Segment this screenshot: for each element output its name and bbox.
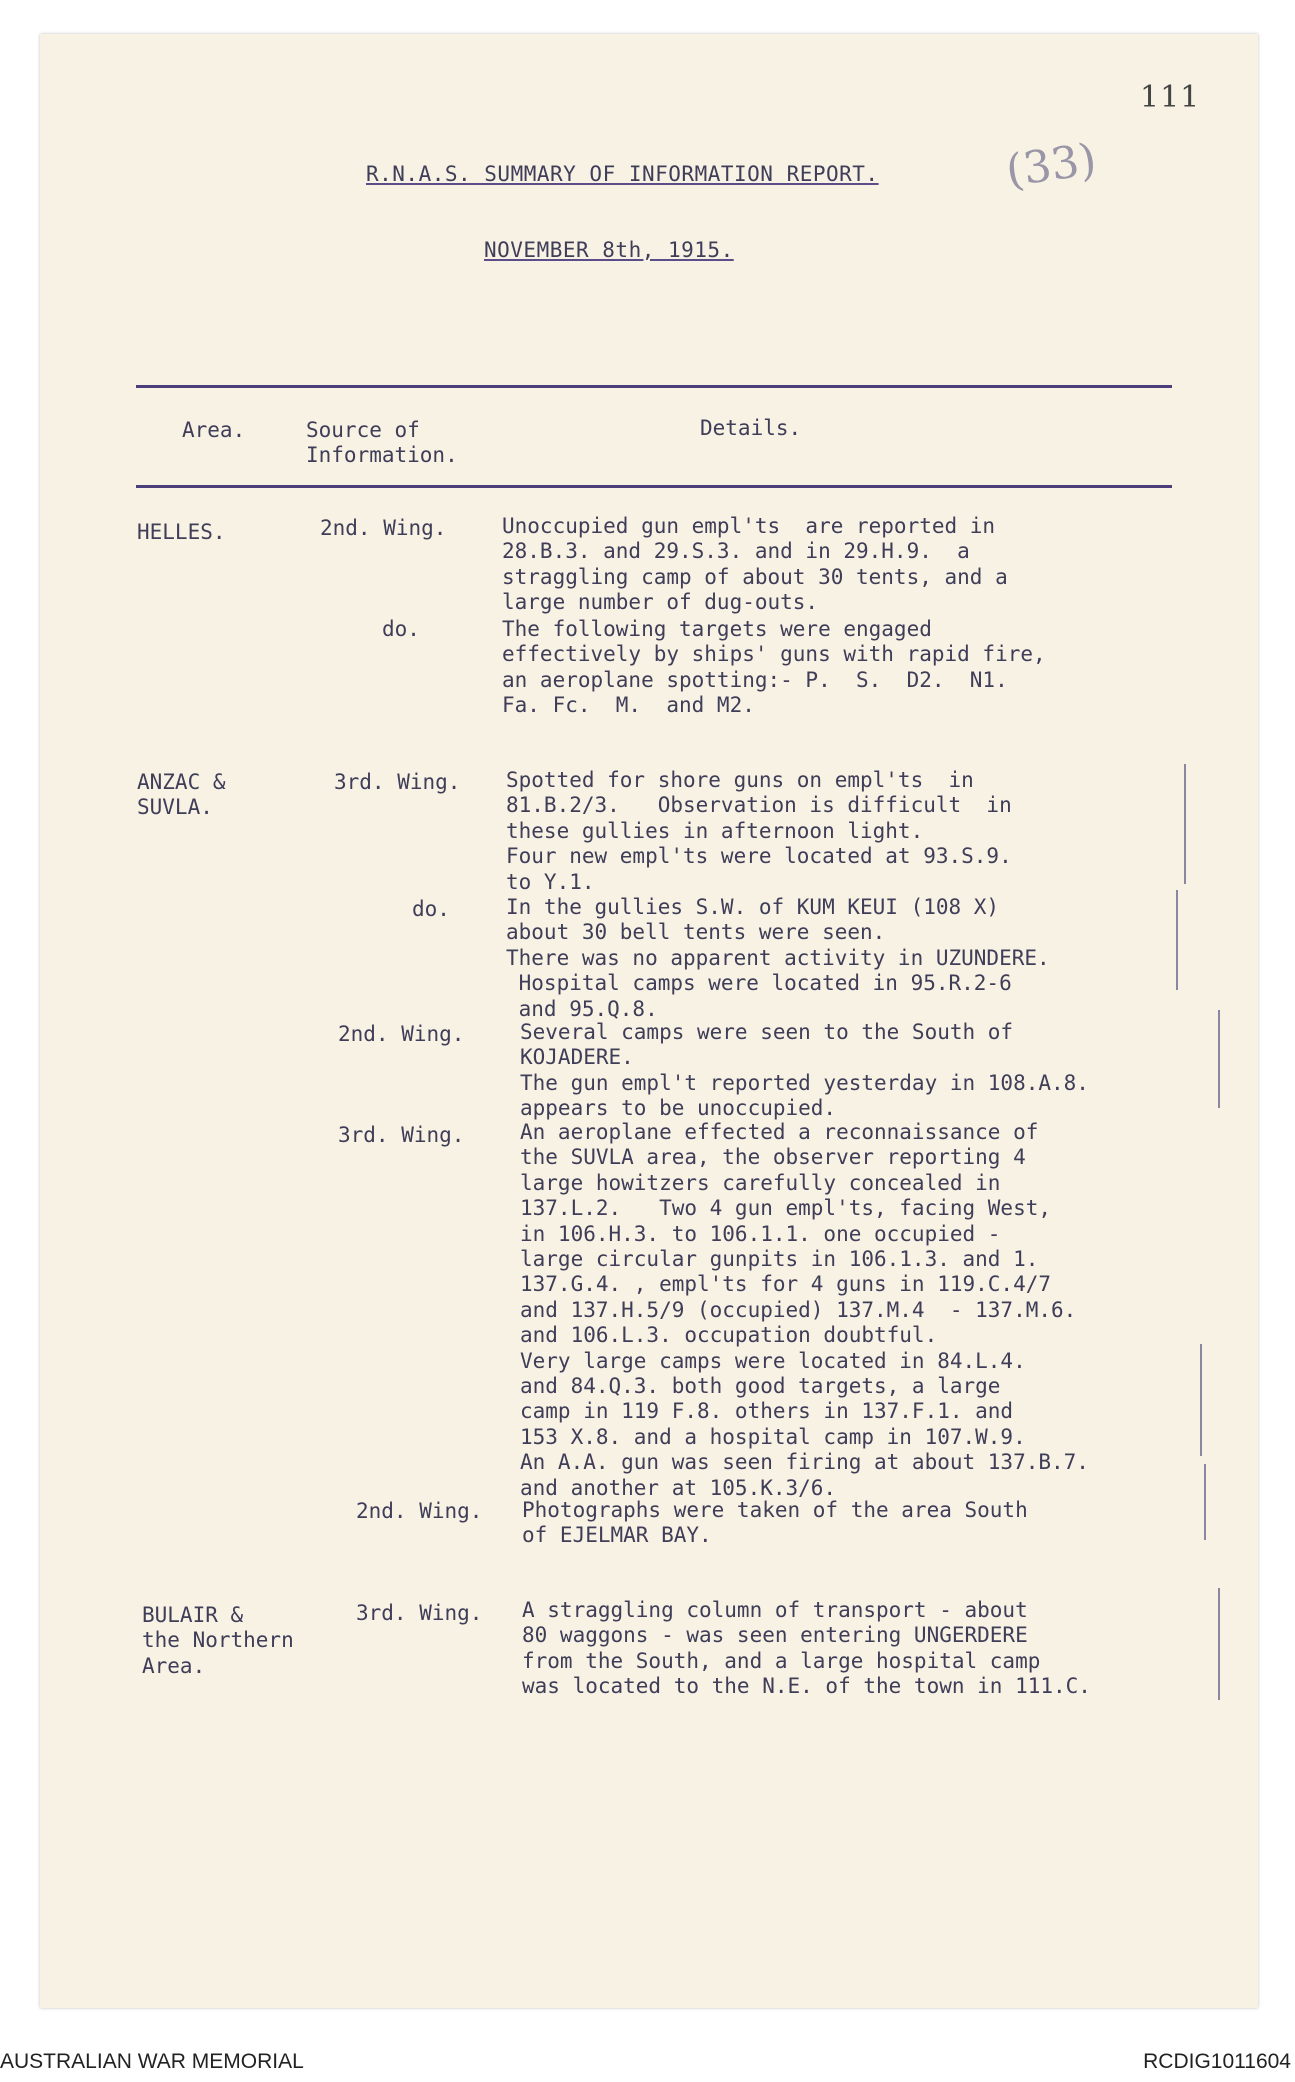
source-label: 2nd. Wing. (338, 1022, 465, 1046)
details-text: An aeroplane effected a reconnaissance of the SUVLA area, the observer reporting 4 large howitzers carefully concealed in 137.L.2. Two 4 gun empl'ts, facing West, in 106.H.3. to 106.1.1. one occupied - large circular gunpits in 106.1.3. and 1. 137.G.4. , empl'ts for 4 guns in 119.C.4/7 and 137.H.5/9 (occupied) 137.M.4 - 137.M.6. and 106.L.3. occupation doubtful. Very large camps were located in 84.L.4. and 84.Q.3. both good targets, a large camp in 119 F.8. others in 137.F.1. and 153 X.8. and a hospital camp in 107.W.9. An A.A. gun was seen firing at about 137.B.7. and another at 105.K.3/6. (520, 1120, 1089, 1500)
margin-mark (1184, 764, 1186, 884)
pencil-annotation: (33) (1002, 133, 1100, 198)
margin-mark (1204, 1464, 1206, 1540)
source-label: 3rd. Wing. (334, 770, 461, 794)
margin-mark (1218, 1588, 1220, 1700)
source-label: 2nd. Wing. (356, 1499, 483, 1523)
header-top-rule (136, 385, 1172, 388)
source-label: do. (382, 617, 420, 641)
margin-mark (1176, 890, 1178, 990)
area-anzac-suvla: ANZAC & SUVLA. (137, 770, 226, 820)
details-text: Unoccupied gun empl'ts are reported in 28.B.3. and 29.S.3. and in 29.H.9. a straggling camp of about 30 tents, and a large number of dug-outs. (502, 514, 1008, 615)
source-label: 3rd. Wing. (338, 1123, 465, 1147)
source-label: 2nd. Wing. (320, 516, 447, 540)
source-label: 3rd. Wing. (356, 1601, 483, 1625)
details-text: In the gullies S.W. of KUM KEUI (108 X) about 30 bell tents were seen. There was no apparent activity in UZUNDERE. Hospital camps were located in 95.R.2-6 and 95.Q.8. (506, 895, 1050, 1021)
details-text: Photographs were taken of the area South of EJELMAR BAY. (522, 1498, 1028, 1548)
area-bulair: BULAIR & the Northern Area. (142, 1603, 294, 1678)
source-label: do. (412, 897, 450, 921)
report-date: NOVEMBER 8th, 1915. (484, 238, 734, 262)
column-header-area: Area. (182, 418, 246, 442)
footer-left: AUSTRALIAN WAR MEMORIAL (0, 2050, 304, 2073)
column-header-source: Source of Information. (306, 418, 458, 468)
report-title: R.N.A.S. SUMMARY OF INFORMATION REPORT. (366, 162, 879, 186)
header-bottom-rule (136, 485, 1172, 488)
page-number: 111 (1140, 80, 1201, 115)
details-text: A straggling column of transport - about 80 waggons - was seen entering UNGERDERE from the South, and a large hospital camp was located to the N.E. of the town in 111.C. (522, 1598, 1091, 1699)
margin-mark (1200, 1344, 1202, 1456)
column-header-details: Details. (700, 416, 802, 440)
area-helles: HELLES. (137, 520, 226, 544)
details-text: Several camps were seen to the South of KOJADERE. The gun empl't reported yesterday in 108.A.8. appears to be unoccupied. (520, 1020, 1089, 1121)
margin-mark (1218, 1010, 1220, 1108)
details-text: The following targets were engaged effectively by ships' guns with rapid fire, an aeroplane spotting:- P. S. D2. N1. Fa. Fc. M. and M2. (502, 617, 1046, 718)
details-text: Spotted for shore guns on empl'ts in 81.B.2/3. Observation is difficult in these gullies in afternoon light. Four new empl'ts were located at 93.S.9. to Y.1. (506, 768, 1012, 894)
footer-right: RCDIG1011604 (1143, 2050, 1291, 2073)
